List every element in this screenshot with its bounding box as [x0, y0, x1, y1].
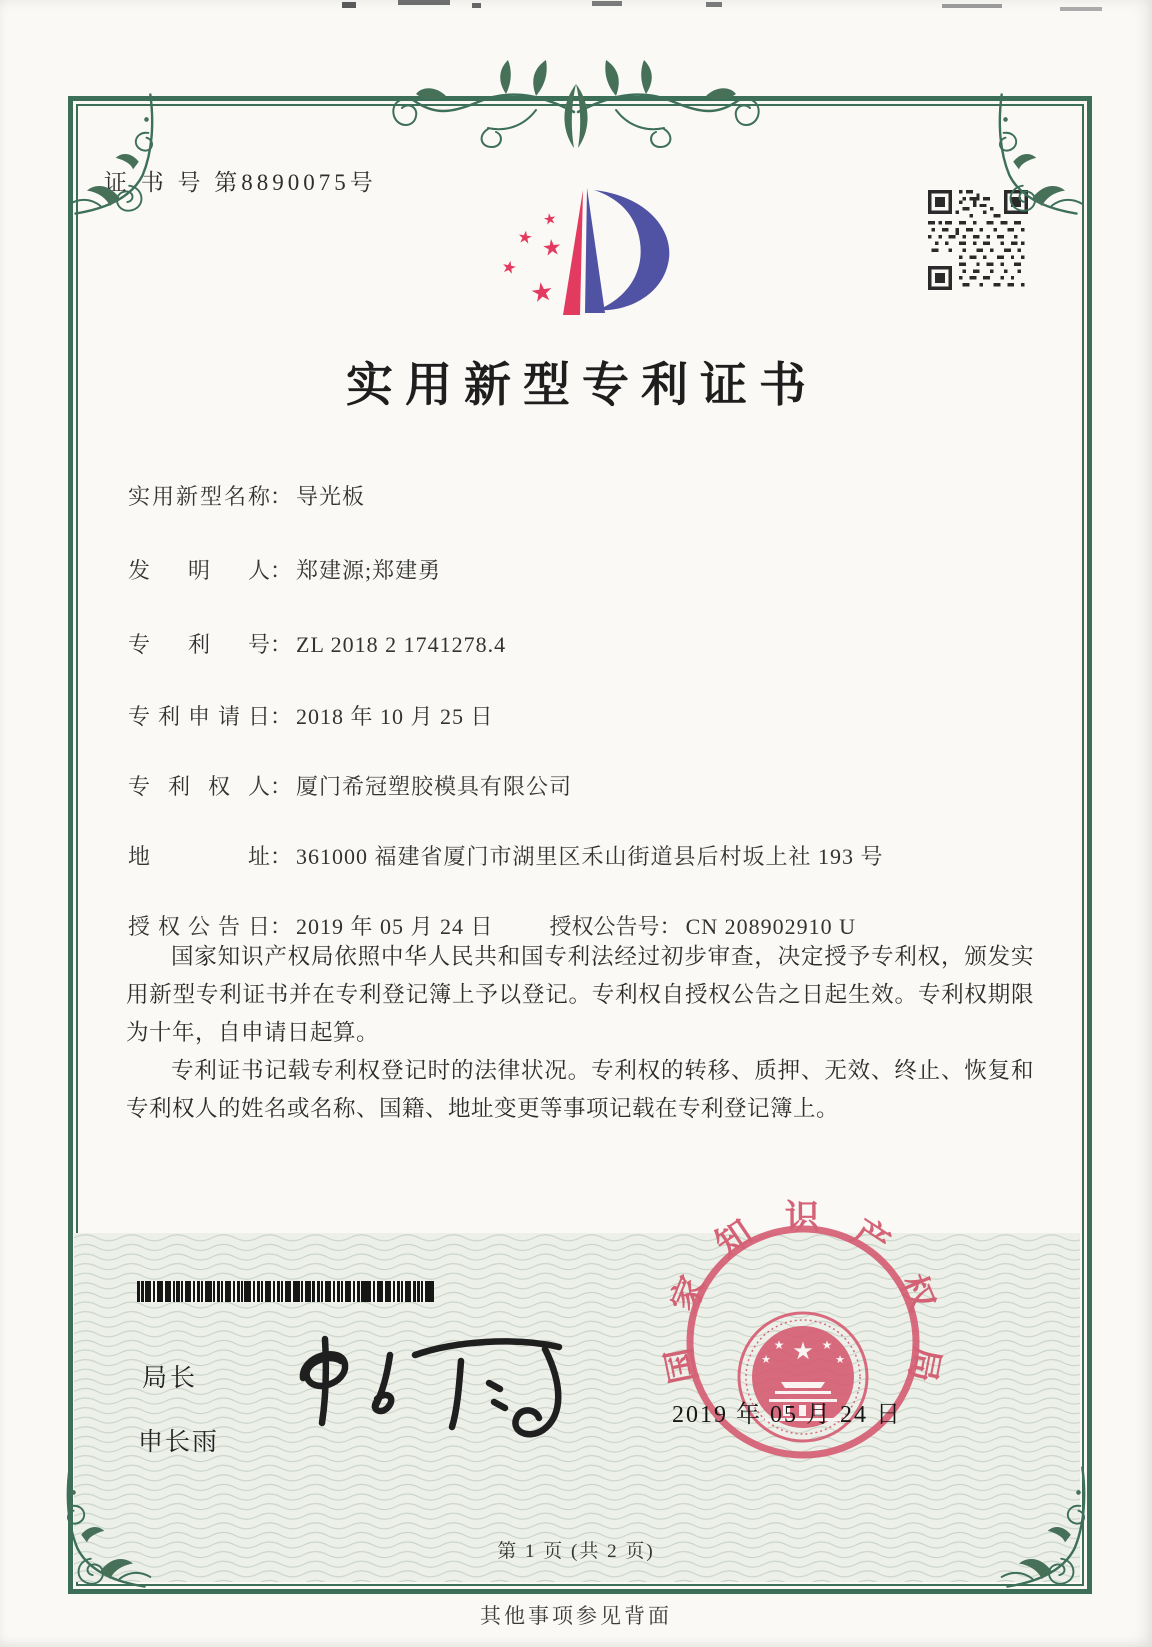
field-group-grant-number [550, 914, 856, 939]
scan-artifact [1060, 7, 1102, 11]
corner-ornament [994, 1465, 1090, 1591]
corner-ornament [62, 1465, 158, 1591]
svg-text:★: ★ [499, 256, 519, 280]
field-value: 2019 年 05 月 24 日 [296, 914, 494, 939]
svg-text:★: ★ [773, 1338, 785, 1352]
field-label: 专利权人 [128, 774, 270, 799]
field-row-address [128, 840, 884, 871]
svg-text:★: ★ [528, 276, 556, 310]
field-label: 发明人 [128, 558, 270, 583]
scan-artifact [706, 2, 722, 7]
field-row-grant [128, 910, 856, 941]
scan-artifact [472, 3, 481, 8]
back-side-note: 其他事项参见背面 [480, 1604, 672, 1628]
top-flourish-ornament [386, 52, 766, 162]
colon: ： [270, 844, 293, 869]
field-row-inventor [128, 554, 441, 585]
scan-artifact [592, 1, 622, 6]
field-value: 厦门希冠塑胶模具有限公司 [296, 774, 573, 799]
colon: ： [270, 914, 293, 939]
svg-text:★: ★ [835, 1353, 845, 1366]
legal-text-block [126, 938, 1034, 1128]
colon: ： [270, 632, 293, 657]
field-value: 361000 福建省厦门市湖里区禾山街道县后村坂上社 193 号 [296, 844, 884, 869]
field-value: ZL 2018 2 1741278.4 [296, 632, 507, 657]
corner-ornament [994, 92, 1090, 218]
field-label: 实用新型名称 [128, 484, 270, 509]
field-value: 2018 年 10 月 25 日 [296, 704, 494, 729]
certificate-number: 证 书 号 第8890075号 [104, 170, 377, 195]
field-label: 专利申请日 [128, 704, 270, 729]
corner-ornament [62, 92, 158, 218]
scan-artifact [942, 4, 1002, 8]
commissioner-title: 局长 [142, 1365, 199, 1392]
colon: ： [270, 774, 293, 799]
certificate-title: 实用新型专利证书 [346, 360, 818, 412]
colon: ： [270, 484, 293, 509]
svg-text:★: ★ [792, 1337, 814, 1365]
field-value: 导光板 [296, 484, 366, 509]
commissioner-name: 申长雨 [138, 1429, 220, 1456]
handwritten-signature-icon [265, 1303, 595, 1451]
scan-artifact [342, 2, 356, 8]
seal-text: 国家知识产权局 [659, 1197, 947, 1387]
field-value: 郑建源;郑建勇 [296, 558, 442, 583]
svg-text:★: ★ [541, 208, 559, 230]
cnipa-logo-icon [452, 158, 682, 320]
svg-text:★: ★ [821, 1338, 833, 1352]
svg-text:★: ★ [540, 235, 564, 262]
colon: ： [659, 914, 682, 939]
svg-text:★: ★ [761, 1353, 771, 1366]
legal-paragraph-2: 专利证书记载专利权登记时的法律状况。专利权的转移、质押、无效、终止、恢复和专利权人的姓名或名称、国籍、地址变更等事项记载在专利登记簿上。 [126, 1058, 1034, 1121]
page-number: 第 1 页 (共 2 页) [497, 1541, 655, 1562]
field-label: 授权公告日 [128, 914, 270, 939]
official-seal-icon [653, 1192, 953, 1492]
colon: ： [270, 704, 293, 729]
svg-text:★: ★ [516, 227, 534, 249]
field-label: 地址 [128, 844, 270, 869]
legal-paragraph-1: 国家知识产权局依照中华人民共和国专利法经过初步审查，决定授予专利权，颁发实用新型专利证书并在专利登记簿上予以登记。专利权自授权公告之日起生效。专利权期限为十年，自申请日起算。 [126, 944, 1034, 1045]
field-row-patent-number [128, 628, 506, 659]
scan-artifact [398, 0, 450, 5]
field-row-patentee [128, 770, 572, 801]
field-row-name [128, 480, 365, 511]
field-value: CN 208902910 U [685, 914, 857, 939]
seal-date: 2019 年 05 月 24 日 [672, 1402, 902, 1428]
field-label: 授权公告号 [549, 914, 660, 939]
field-label: 专利号 [128, 632, 270, 657]
field-row-filing-date [128, 700, 494, 731]
barcode-icon [137, 1281, 434, 1302]
colon: ： [270, 558, 293, 583]
